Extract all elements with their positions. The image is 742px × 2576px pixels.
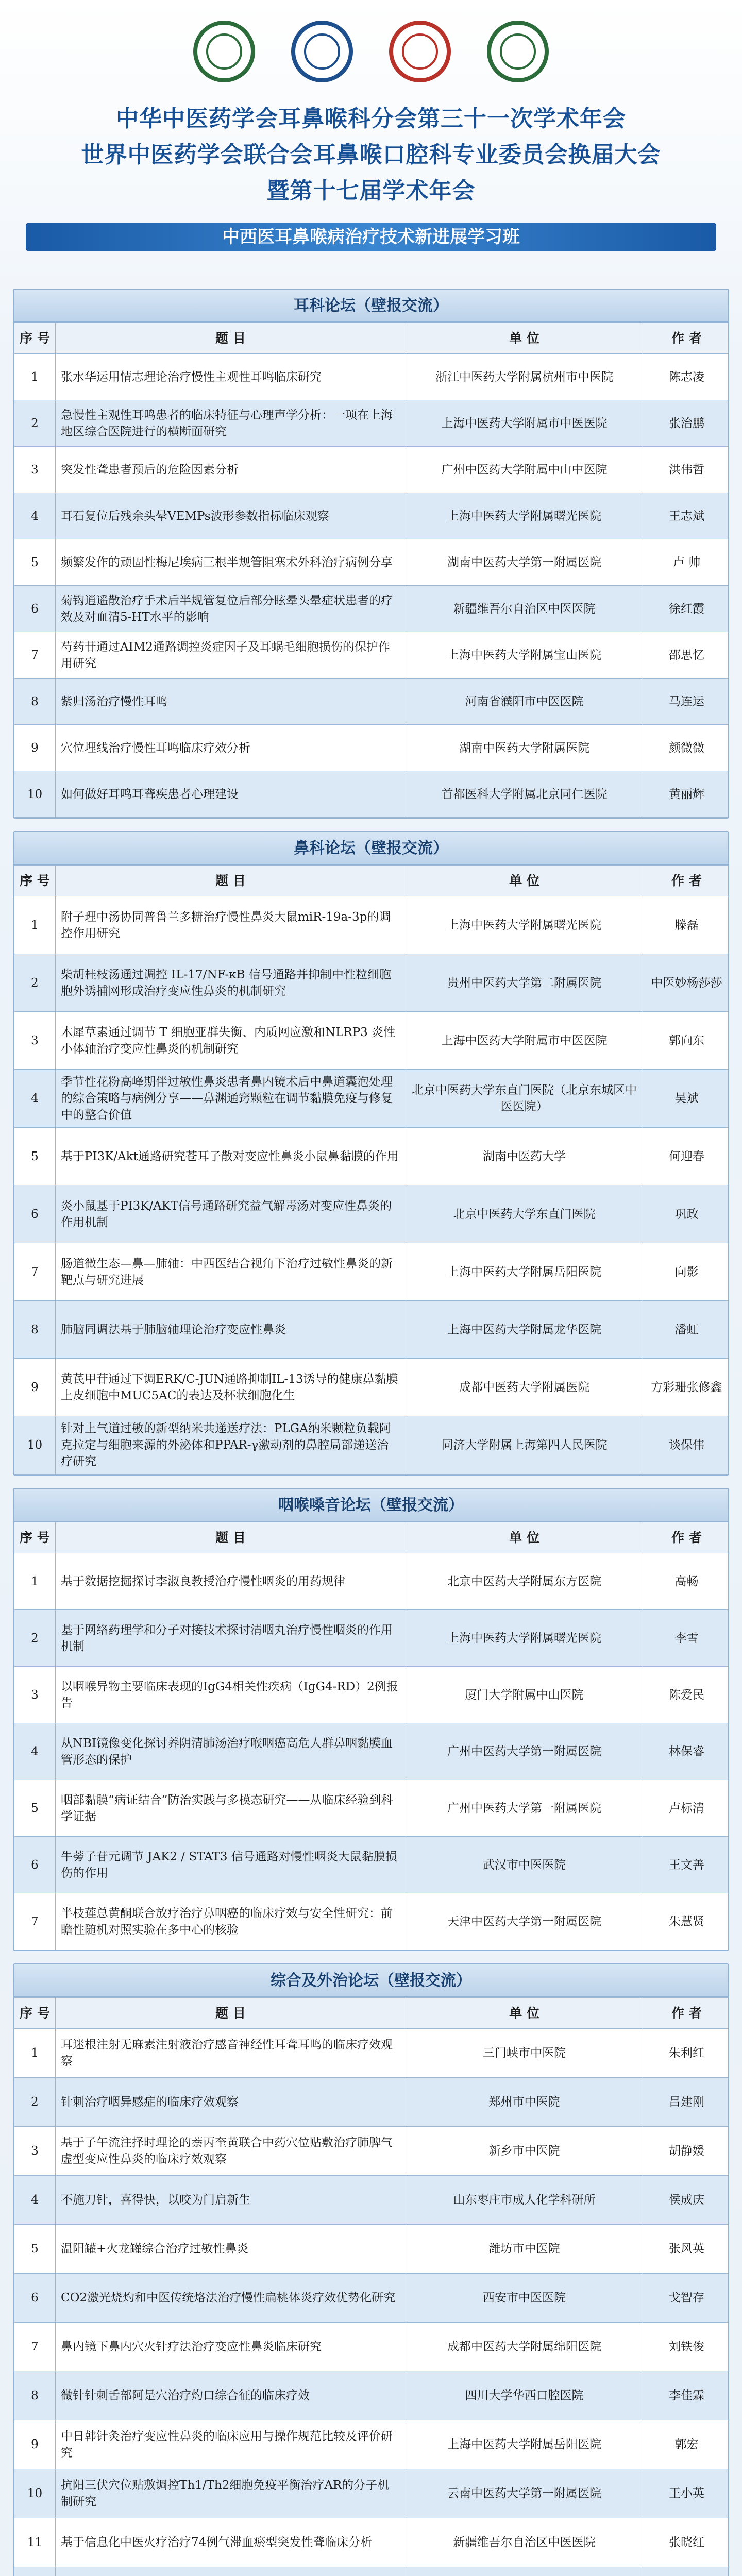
institution: 北京中医药大学东直门医院 <box>406 1185 643 1243</box>
table-row <box>14 539 730 586</box>
institution: 北京中医药大学东直门医院（北京东城区中医医院） <box>406 1070 643 1128</box>
institution: 三门峡市中医院 <box>406 2029 643 2078</box>
author-name: 张治鹏 <box>643 400 730 447</box>
author-name: 郭宏 <box>643 2420 730 2469</box>
paper-title: 炎小鼠基于PI3K/AKT信号通路研究益气解毒汤对变应性鼻炎的作用机制 <box>56 1185 406 1243</box>
paper-title: 鼻内镜下鼻内穴火针疗法治疗变应性鼻炎临床研究 <box>56 2323 406 2371</box>
row-number: 1 <box>14 354 56 400</box>
row-number: 4 <box>14 493 56 539</box>
institution: 山东枣庄市成人化学科研所 <box>406 2176 643 2225</box>
row-number: 1 <box>14 2029 56 2078</box>
author-name: 吕建刚 <box>643 2078 730 2127</box>
program-table <box>14 323 729 818</box>
author-name: 朱利红 <box>643 2029 730 2078</box>
paper-title: 不施刀针，喜得快，以咬为门启新生 <box>56 2176 406 2225</box>
author-name: 洪伟哲 <box>643 447 730 493</box>
table-row <box>14 2127 730 2176</box>
row-number: 3 <box>14 2127 56 2176</box>
table-row <box>14 2176 730 2225</box>
table-row <box>14 586 730 632</box>
table-row <box>14 1610 730 1667</box>
paper-title: 针对上气道过敏的新型纳米共递送疗法：PLGA纳米颗粒负载阿克拉定与细胞来源的外泌体和PPAR-γ激动剂的鼻腔局部递送治疗研究 <box>56 1416 406 1475</box>
institution: 广州中医药大学第一附属医院 <box>406 1723 643 1780</box>
author-name: 刘铁俊 <box>643 2323 730 2371</box>
author-name: 李佳霖 <box>643 2371 730 2420</box>
paper-title: 基于数据挖掘探讨李淑良教授治疗慢性咽炎的用药规律 <box>56 1553 406 1610</box>
table-row <box>14 1416 730 1475</box>
title-line-1: 中华中医药学会耳鼻喉科分会第三十一次学术年会 <box>116 106 626 132</box>
author-name: 朱慧贤 <box>643 1893 730 1950</box>
institution: 上海中医药大学附属岳阳医院 <box>406 2420 643 2469</box>
header-title: 题 目 <box>56 1998 406 2029</box>
table-row <box>14 954 730 1012</box>
institution: 湖南中医药大学 <box>406 1128 643 1185</box>
table-row <box>14 896 730 954</box>
paper-title: 温阳罐+火龙罐综合治疗过敏性鼻炎 <box>56 2225 406 2274</box>
institution: 成都中医药大学附属绵阳医院 <box>406 2323 643 2371</box>
ear-forum-section <box>13 289 729 819</box>
paper-title: 菊钩逍遥散治疗手术后半规管复位后部分眩晕头晕症状患者的疗效及对血清5-HT水平的影响 <box>56 586 406 632</box>
row-number: 2 <box>14 954 56 1012</box>
institution: 北京中医药大学附属东方医院 <box>406 1553 643 1610</box>
institution: 上海中医药大学附属宝山医院 <box>406 632 643 679</box>
row-number: 3 <box>14 1667 56 1723</box>
author-name: 张晓红 <box>643 2518 730 2567</box>
row-number: 7 <box>14 1893 56 1950</box>
header-title: 题 目 <box>56 866 406 896</box>
author-name: 李雪 <box>643 1610 730 1667</box>
table-row <box>14 1012 730 1070</box>
author-name: 林保睿 <box>643 1723 730 1780</box>
paper-title: 针刺治疗咽异感症的临床疗效观察 <box>56 2078 406 2127</box>
table-row <box>14 1070 730 1128</box>
row-number: 10 <box>14 2469 56 2518</box>
paper-title: 微针针刺舌部阿是穴治疗灼口综合征的临床疗效 <box>56 2371 406 2420</box>
table-row <box>14 1780 730 1837</box>
row-number: 1 <box>14 1553 56 1610</box>
table-row <box>14 2274 730 2323</box>
author-name: 潘虹 <box>643 1301 730 1359</box>
row-number: 5 <box>14 1128 56 1185</box>
row-number: 8 <box>14 1301 56 1359</box>
table-header-row <box>14 323 730 354</box>
institution: 上海中医药大学附属市中医医院 <box>406 1012 643 1070</box>
author-name: 巩政 <box>643 1185 730 1243</box>
header-author: 作 者 <box>643 323 730 354</box>
author-name: 滕磊 <box>643 896 730 954</box>
institution: 上海中医药大学附属曙光医院 <box>406 493 643 539</box>
institution: 湖南中医药大学第一附属医院 <box>406 539 643 586</box>
author-name: 向影 <box>643 1243 730 1301</box>
comprehensive-forum-section <box>13 1963 729 2576</box>
section-title: 综合及外治论坛（壁报交流） <box>14 1964 728 1997</box>
table-header-row <box>14 1522 730 1553</box>
header-author: 作 者 <box>643 866 730 896</box>
header-number: 序 号 <box>14 866 56 896</box>
author-name: 何迎春 <box>643 1128 730 1185</box>
paper-title: 如何做好耳鸣耳聋疾患者心理建设 <box>56 771 406 818</box>
header-unit: 单 位 <box>406 1998 643 2029</box>
table-row <box>14 632 730 679</box>
section-title: 鼻科论坛（壁报交流） <box>14 832 728 865</box>
author-name: 陈志凌 <box>643 354 730 400</box>
title-line-2: 世界中医药学会联合会耳鼻喉口腔科专业委员会换届大会 <box>81 142 661 168</box>
paper-title: CO2激光烧灼和中医传统烙法治疗慢性扁桃体炎疗效优势化研究 <box>56 2274 406 2323</box>
institution: 河南省濮阳市中医医院 <box>406 679 643 725</box>
author-name: 陈爱民 <box>643 1667 730 1723</box>
row-number: 4 <box>14 1723 56 1780</box>
institution: 潍坊市中医院 <box>406 2225 643 2274</box>
header-unit: 单 位 <box>406 866 643 896</box>
row-number: 10 <box>14 771 56 818</box>
row-number: 2 <box>14 1610 56 1667</box>
author-name: 郭向东 <box>643 1012 730 1070</box>
paper-title: 急慢性主观性耳鸣患者的临床特征与心理声学分析：一项在上海地区综合医院进行的横断面研究 <box>56 400 406 447</box>
author-name: 颜微微 <box>643 725 730 771</box>
table-row <box>14 2469 730 2518</box>
institution: 天津中医药大学第一附属医院 <box>406 1893 643 1950</box>
institution: 武汉市中医医院 <box>406 1837 643 1893</box>
row-number: 6 <box>14 1185 56 1243</box>
table-row <box>14 447 730 493</box>
paper-title: 耳迷根注射无麻素注射液治疗感音神经性耳聋耳鸣的临床疗效观察 <box>56 2029 406 2078</box>
row-number: 7 <box>14 2323 56 2371</box>
author-name: 马连运 <box>643 679 730 725</box>
paper-title: 紫归汤治疗慢性耳鸣 <box>56 679 406 725</box>
paper-title: 肠道微生态—鼻—肺轴：中西医结合视角下治疗过敏性鼻炎的新靶点与研究进展 <box>56 1243 406 1301</box>
header-unit: 单 位 <box>406 1522 643 1553</box>
table-row <box>14 2029 730 2078</box>
table-row <box>14 1893 730 1950</box>
paper-title: 耳石复位后残余头晕VEMPs波形参数指标临床观察 <box>56 493 406 539</box>
federation-logo-icon <box>291 21 353 82</box>
paper-title: 基于PI3K/Akt通路研究苍耳子散对变应性鼻炎小鼠鼻黏膜的作用 <box>56 1128 406 1185</box>
institution: 贵州中医药大学第二附属医院 <box>406 954 643 1012</box>
sections-container <box>0 289 742 2576</box>
institution: 成都中医药大学附属医院 <box>406 1359 643 1416</box>
header-number: 序 号 <box>14 1522 56 1553</box>
institution: 首都医科大学附属北京同仁医院 <box>406 771 643 818</box>
institution: 湖南中医药大学附属医院 <box>406 725 643 771</box>
association-logo-icon <box>193 21 255 82</box>
row-number: 5 <box>14 2225 56 2274</box>
table-row <box>14 493 730 539</box>
row-number: 8 <box>14 2371 56 2420</box>
subtitle-banner: 中西医耳鼻喉病治疗技术新进展学习班 <box>26 223 716 251</box>
paper-title: 基于子午流注择时理论的萘丙奎黄联合中药穴位贴敷治疗肺脾气虚型变应性鼻炎的临床疗效观察 <box>56 2127 406 2176</box>
paper-title: 基于信息化中医火疗治疗74例气滞血瘀型突发性聋临床分析 <box>56 2518 406 2567</box>
poster-header <box>0 0 742 289</box>
paper-title: 咽部黏膜“病证结合”防治实践与多模态研究——从临床经验到科学证据 <box>56 1780 406 1837</box>
header-number: 序 号 <box>14 1998 56 2029</box>
row-number: 10 <box>14 1416 56 1475</box>
table-row <box>14 1185 730 1243</box>
paper-title: 木犀草素通过调节 T 细胞亚群失衡、内质网应激和NLRP3 炎性小体轴治疗变应性鼻炎的机制研究 <box>56 1012 406 1070</box>
author-name: 吴斌 <box>643 1070 730 1128</box>
institution: 上海中医药大学附属曙光医院 <box>406 1610 643 1667</box>
author-name: 王文善 <box>643 1837 730 1893</box>
row-number: 4 <box>14 1070 56 1128</box>
institution: 浙江中医药大学附属杭州市中医院 <box>406 354 643 400</box>
table-row <box>14 1723 730 1780</box>
table-row <box>14 2371 730 2420</box>
paper-title: 以咽喉异物主要临床表现的IgG4相关性疾病（IgG4-RD）2例报告 <box>56 1667 406 1723</box>
row-number: 6 <box>14 1837 56 1893</box>
header-author: 作 者 <box>643 1522 730 1553</box>
row-number: 2 <box>14 2078 56 2127</box>
row-number <box>14 2567 56 2576</box>
paper-title: 穴位埋线治疗慢性耳鸣临床疗效分析 <box>56 725 406 771</box>
program-table <box>14 1522 729 1950</box>
table-row <box>14 354 730 400</box>
row-number: 11 <box>14 2518 56 2567</box>
institution: 上海中医药大学附属龙华医院 <box>406 1301 643 1359</box>
table-row <box>14 1301 730 1359</box>
table-row <box>14 2567 730 2576</box>
row-number: 1 <box>14 896 56 954</box>
institution: 上海中医药大学附属曙光医院 <box>406 896 643 954</box>
institution: 广州中医药大学第一附属医院 <box>406 1780 643 1837</box>
paper-title: 频繁发作的顽固性梅尼埃病三根半规管阻塞术外科治疗病例分享 <box>56 539 406 586</box>
author-name <box>643 2567 730 2576</box>
row-number: 3 <box>14 1012 56 1070</box>
table-row <box>14 2323 730 2371</box>
table-row <box>14 1243 730 1301</box>
row-number: 4 <box>14 2176 56 2225</box>
paper-title: 芍药苷通过AIM2通路调控炎症因子及耳蜗毛细胞损伤的保护作用研究 <box>56 632 406 679</box>
row-number: 6 <box>14 586 56 632</box>
title-line-3: 暨第十七届学术年会 <box>266 178 476 204</box>
row-number: 9 <box>14 1359 56 1416</box>
paper-title: 抗阳三伏穴位贴敷调控Th1/Th2细胞免疫平衡治疗AR的分子机制研究 <box>56 2469 406 2518</box>
table-header-row <box>14 1998 730 2029</box>
hospital-logo-icon <box>487 21 549 82</box>
table-row <box>14 1128 730 1185</box>
institution: 广州中医药大学附属中山中医院 <box>406 447 643 493</box>
row-number: 8 <box>14 679 56 725</box>
institution: 上海中医药大学附属岳阳医院 <box>406 1243 643 1301</box>
table-row <box>14 1667 730 1723</box>
row-number: 7 <box>14 1243 56 1301</box>
institution: 新乡市中医院 <box>406 2127 643 2176</box>
table-row <box>14 400 730 447</box>
table-row <box>14 771 730 818</box>
table-row <box>14 1553 730 1610</box>
row-number: 3 <box>14 447 56 493</box>
row-number: 5 <box>14 1780 56 1837</box>
row-number: 5 <box>14 539 56 586</box>
row-number: 9 <box>14 2420 56 2469</box>
institution: 云南中医药大学第一附属医院 <box>406 2469 643 2518</box>
header-title: 题 目 <box>56 1522 406 1553</box>
section-title: 耳科论坛（壁报交流） <box>14 290 728 323</box>
author-name: 张风英 <box>643 2225 730 2274</box>
author-name: 方彩珊张修鑫 <box>643 1359 730 1416</box>
institution: 郑州市中医院 <box>406 2078 643 2127</box>
author-name: 卢标清 <box>643 1780 730 1837</box>
row-number: 9 <box>14 725 56 771</box>
institution: 上海中医药大学附属市中医医院 <box>406 400 643 447</box>
author-name: 谈保伟 <box>643 1416 730 1475</box>
table-row <box>14 2518 730 2567</box>
author-name: 邵思忆 <box>643 632 730 679</box>
table-row <box>14 2420 730 2469</box>
header-author: 作 者 <box>643 1998 730 2029</box>
paper-title: 半枝莲总黄酮联合放疗治疗鼻咽癌的临床疗效与安全性研究：前瞻性随机对照实验在多中心的核验 <box>56 1893 406 1950</box>
institution: 新疆维吾尔自治区中医医院 <box>406 586 643 632</box>
table-header-row <box>14 866 730 896</box>
author-name: 高畅 <box>643 1553 730 1610</box>
paper-title: 肺脑同调法基于肺脑轴理论治疗变应性鼻炎 <box>56 1301 406 1359</box>
row-number: 7 <box>14 632 56 679</box>
institution: 西安市中医医院 <box>406 2274 643 2323</box>
paper-title: 从NBI镜像变化探讨养阴清肺汤治疗喉咽癌高危人群鼻咽黏膜血管形态的保护 <box>56 1723 406 1780</box>
program-table <box>14 1997 729 2576</box>
institution: 四川大学华西口腔医院 <box>406 2371 643 2420</box>
paper-title: 突发性聋患者预后的危险因素分析 <box>56 447 406 493</box>
paper-title <box>56 2567 406 2576</box>
section-title: 咽喉嗓音论坛（壁报交流） <box>14 1489 728 1522</box>
paper-title: 柴胡桂枝汤通过调控 IL-17/NF-κB 信号通路并抑制中性粒细胞胞外诱捕网形成治疗变应性鼻炎的机制研究 <box>56 954 406 1012</box>
institution: 同济大学附属上海第四人民医院 <box>406 1416 643 1475</box>
ent-branch-logo-icon <box>389 21 451 82</box>
paper-title: 黄芪甲苷通过下调ERK/C-JUN通路抑制IL-13诱导的健康鼻黏膜上皮细胞中MUC5AC的表达及杯状细胞化生 <box>56 1359 406 1416</box>
table-row <box>14 2078 730 2127</box>
paper-title: 基于网络药理学和分子对接技术探讨清咽丸治疗慢性咽炎的作用机制 <box>56 1610 406 1667</box>
header-unit: 单 位 <box>406 323 643 354</box>
author-name: 胡静媛 <box>643 2127 730 2176</box>
author-name: 黄丽辉 <box>643 771 730 818</box>
table-row <box>14 679 730 725</box>
header-number: 序 号 <box>14 323 56 354</box>
author-name: 王小英 <box>643 2469 730 2518</box>
nose-forum-section <box>13 831 729 1476</box>
author-name: 卢 帅 <box>643 539 730 586</box>
paper-title: 牛蒡子苷元调节 JAK2 / STAT3 信号通路对慢性咽炎大鼠黏膜损伤的作用 <box>56 1837 406 1893</box>
paper-title: 附子理中汤协同普鲁兰多糖治疗慢性鼻炎大鼠miR-19a-3p的调控作用研究 <box>56 896 406 954</box>
author-name: 戈智存 <box>643 2274 730 2323</box>
author-name: 侯成庆 <box>643 2176 730 2225</box>
header-title: 题 目 <box>56 323 406 354</box>
row-number: 2 <box>14 400 56 447</box>
author-name: 王志斌 <box>643 493 730 539</box>
table-row <box>14 1837 730 1893</box>
paper-title: 张水华运用情志理论治疗慢性主观性耳鸣临床研究 <box>56 354 406 400</box>
author-name: 徐红霞 <box>643 586 730 632</box>
logo-row <box>0 21 742 82</box>
program-table <box>14 865 729 1475</box>
throat-voice-forum-section <box>13 1488 729 1951</box>
paper-title: 季节性花粉高峰期伴过敏性鼻炎患者鼻内镜术后中鼻道囊泡处理的综合策略与病例分享——鼻渊通窍颗粒在调节黏膜免疫与修复中的整合价值 <box>56 1070 406 1128</box>
table-row <box>14 1359 730 1416</box>
paper-title: 中日韩针灸治疗变应性鼻炎的临床应用与操作规范比较及评价研究 <box>56 2420 406 2469</box>
row-number: 6 <box>14 2274 56 2323</box>
author-name: 中医妙杨莎莎 <box>643 954 730 1012</box>
institution <box>406 2567 643 2576</box>
table-row <box>14 725 730 771</box>
institution: 厦门大学附属中山医院 <box>406 1667 643 1723</box>
table-row <box>14 2225 730 2274</box>
institution: 新疆维吾尔自治区中医医院 <box>406 2518 643 2567</box>
